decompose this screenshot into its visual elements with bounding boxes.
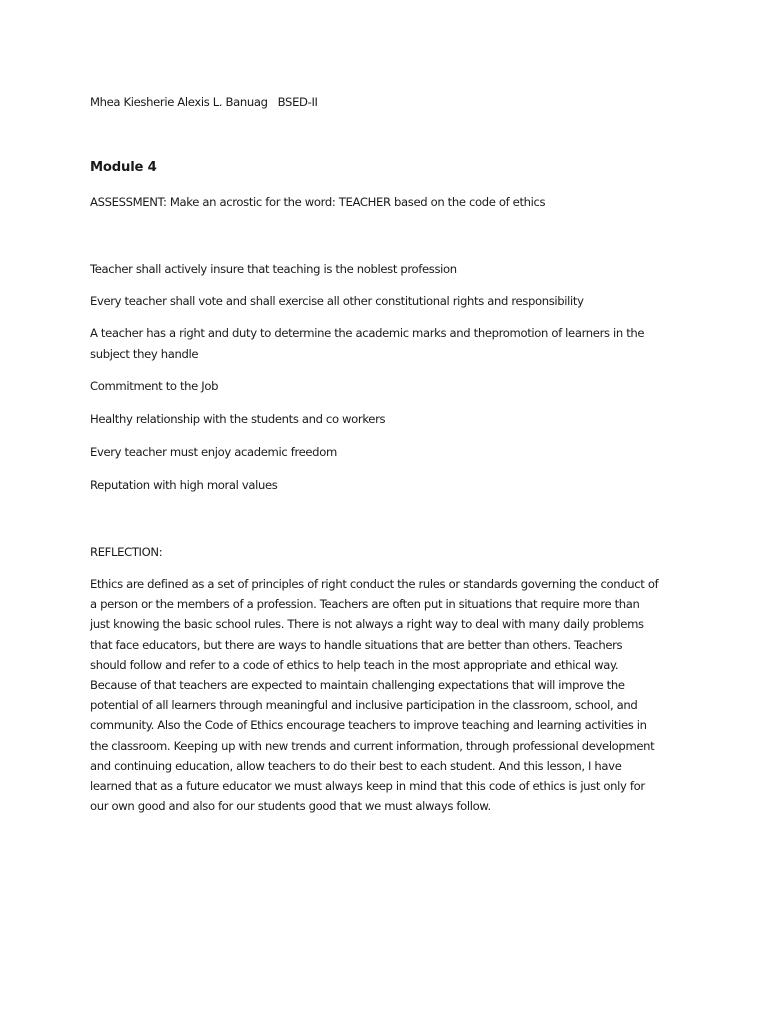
- reflection-line: Because of that teachers are expected to maintain challenging expectations that will improve the: [90, 678, 625, 693]
- reflection-paragraph: [90, 574, 659, 816]
- author-line: [90, 94, 318, 110]
- reflection-line: community. Also the Code of Ethics encourage teachers to improve teaching and learning activities in: [90, 718, 647, 733]
- acrostic-line-a-continued: subject they handle: [90, 347, 199, 361]
- acrostic-line-t: Teacher shall actively insure that teaching is the noblest profession: [90, 262, 457, 276]
- acrostic-line-r: Reputation with high moral values: [90, 478, 278, 492]
- acrostic-line-e: Every teacher shall vote and shall exercise all other constitutional rights and responsibility: [90, 294, 584, 308]
- reflection-line: our own good and also for our students good that we must always follow.: [90, 799, 491, 814]
- author-name: Mhea Kiesherie Alexis L. Banuag: [90, 95, 268, 109]
- reflection-line: the classroom. Keeping up with new trends and current information, through professional development: [90, 738, 655, 753]
- reflection-line: just knowing the basic school rules. There is not always a right way to deal with many daily problems: [90, 617, 644, 632]
- reflection-line: should follow and refer to a code of ethics to help teach in the most appropriate and ethical way.: [90, 657, 619, 672]
- reflection-heading: REFLECTION:: [90, 545, 163, 559]
- assessment-instruction: ASSESSMENT: Make an acrostic for the word: TEACHER based on the code of ethics: [90, 195, 546, 209]
- acrostic-line-c: Commitment to the Job: [90, 379, 219, 393]
- reflection-line: potential of all learners through meaningful and inclusive participation in the classroom, school, and: [90, 698, 638, 713]
- course-label: BSED-II: [277, 95, 318, 109]
- module-title: Module 4: [90, 160, 157, 175]
- reflection-line: and continuing education, allow teachers to do their best to each student. And this lesson, I have: [90, 758, 622, 773]
- acrostic-line-e2: Every teacher must enjoy academic freedom: [90, 445, 337, 459]
- reflection-line: a person or the members of a profession. Teachers are often put in situations that require more than: [90, 597, 640, 612]
- reflection-line: learned that as a future educator we must always keep in mind that this code of ethics is just only for: [90, 779, 645, 794]
- acrostic-line-h: Healthy relationship with the students and co workers: [90, 412, 386, 426]
- reflection-line: Ethics are defined as a set of principles of right conduct the rules or standards governing the conduct of: [90, 577, 659, 591]
- acrostic-line-a: A teacher has a right and duty to determine the academic marks and thepromotion of learners in the: [90, 326, 645, 340]
- reflection-line: that face educators, but there are ways to handle situations that are better than others. Teachers: [90, 637, 623, 652]
